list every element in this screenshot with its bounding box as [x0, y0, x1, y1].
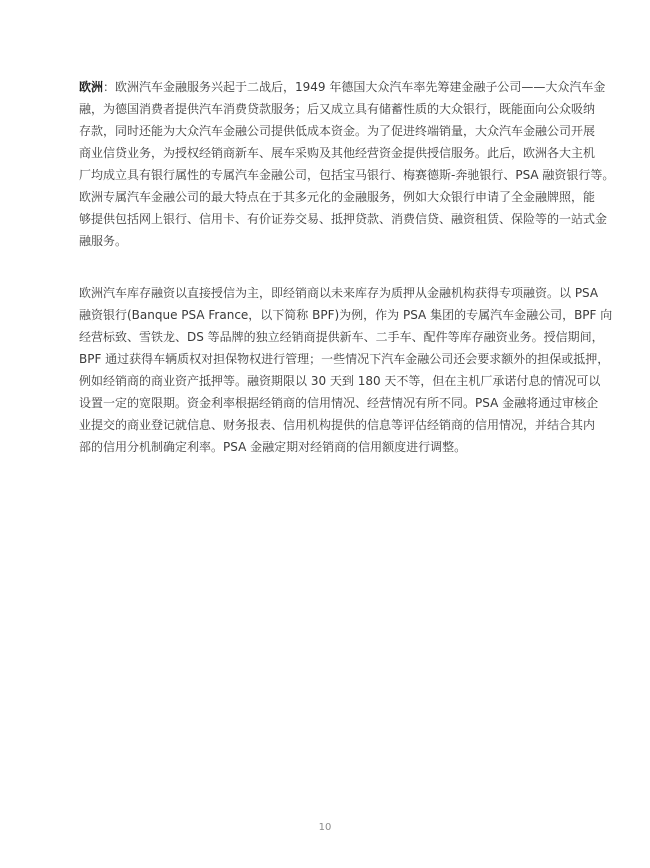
paragraph-inventory-financing	[79, 282, 613, 458]
text-line: 业提交的商业登记就信息、财务报表、信用机构提供的信息等评估经销商的信用情况，并结合其内	[79, 418, 596, 432]
text-line-content: ：欧洲汽车金融服务兴起于二战后，1949 年德国大众汽车率先筹建金融子公司——大众汽车金	[103, 80, 606, 94]
text-line: BPF 通过获得车辆质权对担保物权进行管理；一些情况下汽车金融公司还会要求额外的担保或抵押，	[79, 352, 610, 366]
text-line: 融资银行(Banque PSA France，以下简称 BPF)为例，作为 PSA 集团的专属汽车金融公司，BPF 向	[79, 308, 613, 322]
text-line: 融服务。	[79, 234, 128, 248]
page-number: 10	[318, 822, 332, 833]
text-line: 融，为德国消费者提供汽车消费贷款服务；后又成立具有储蓄性质的大众银行，既能面向公众吸纳	[79, 102, 596, 116]
text-line: 设置一定的宽限期。资金利率根据经销商的信用情况、经营情况有所不同。PSA 金融将通过审核企	[79, 396, 599, 410]
text-line: 商业信贷业务，为授权经销商新车、展车采购及其他经营资金提供授信服务。此后，欧洲各大主机	[79, 146, 596, 160]
text-line: 例如经销商的商业资产抵押等。融资期限以 30 天到 180 天不等，但在主机厂承诺付息的情况可以	[79, 374, 601, 388]
text-line: 部的信用分机制确定利率。PSA 金融定期对经销商的信用额度进行调整。	[79, 440, 467, 454]
paragraph-lead-label: 欧洲	[79, 80, 104, 94]
text-line: 欧洲专属汽车金融公司的最大特点在于其多元化的金融服务，例如大众银行申请了全金融牌照，能	[79, 190, 596, 204]
text-line: 存款，同时还能为大众汽车金融公司提供低成本资金。为了促进终端销量，大众汽车金融公司开展	[79, 124, 596, 138]
text-line: 厂均成立具有银行属性的专属汽车金融公司，包括宝马银行、梅赛德斯-奔驰银行、PSA 融资银行等。	[79, 168, 615, 182]
text-line	[79, 76, 606, 98]
text-line: 够提供包括网上银行、信用卡、有价证券交易、抵押贷款、消费信贷、融资租赁、保险等的一站式金	[79, 212, 608, 226]
paragraph-europe-auto-finance	[79, 76, 615, 252]
text-line: 欧洲汽车库存融资以直接授信为主，即经销商以未来库存为质押从金融机构获得专项融资。以 PSA	[79, 286, 599, 300]
text-line: 经营标致、雪铁龙、DS 等品牌的独立经销商提供新车、二手车、配件等库存融资业务。授信期间，	[79, 330, 604, 344]
